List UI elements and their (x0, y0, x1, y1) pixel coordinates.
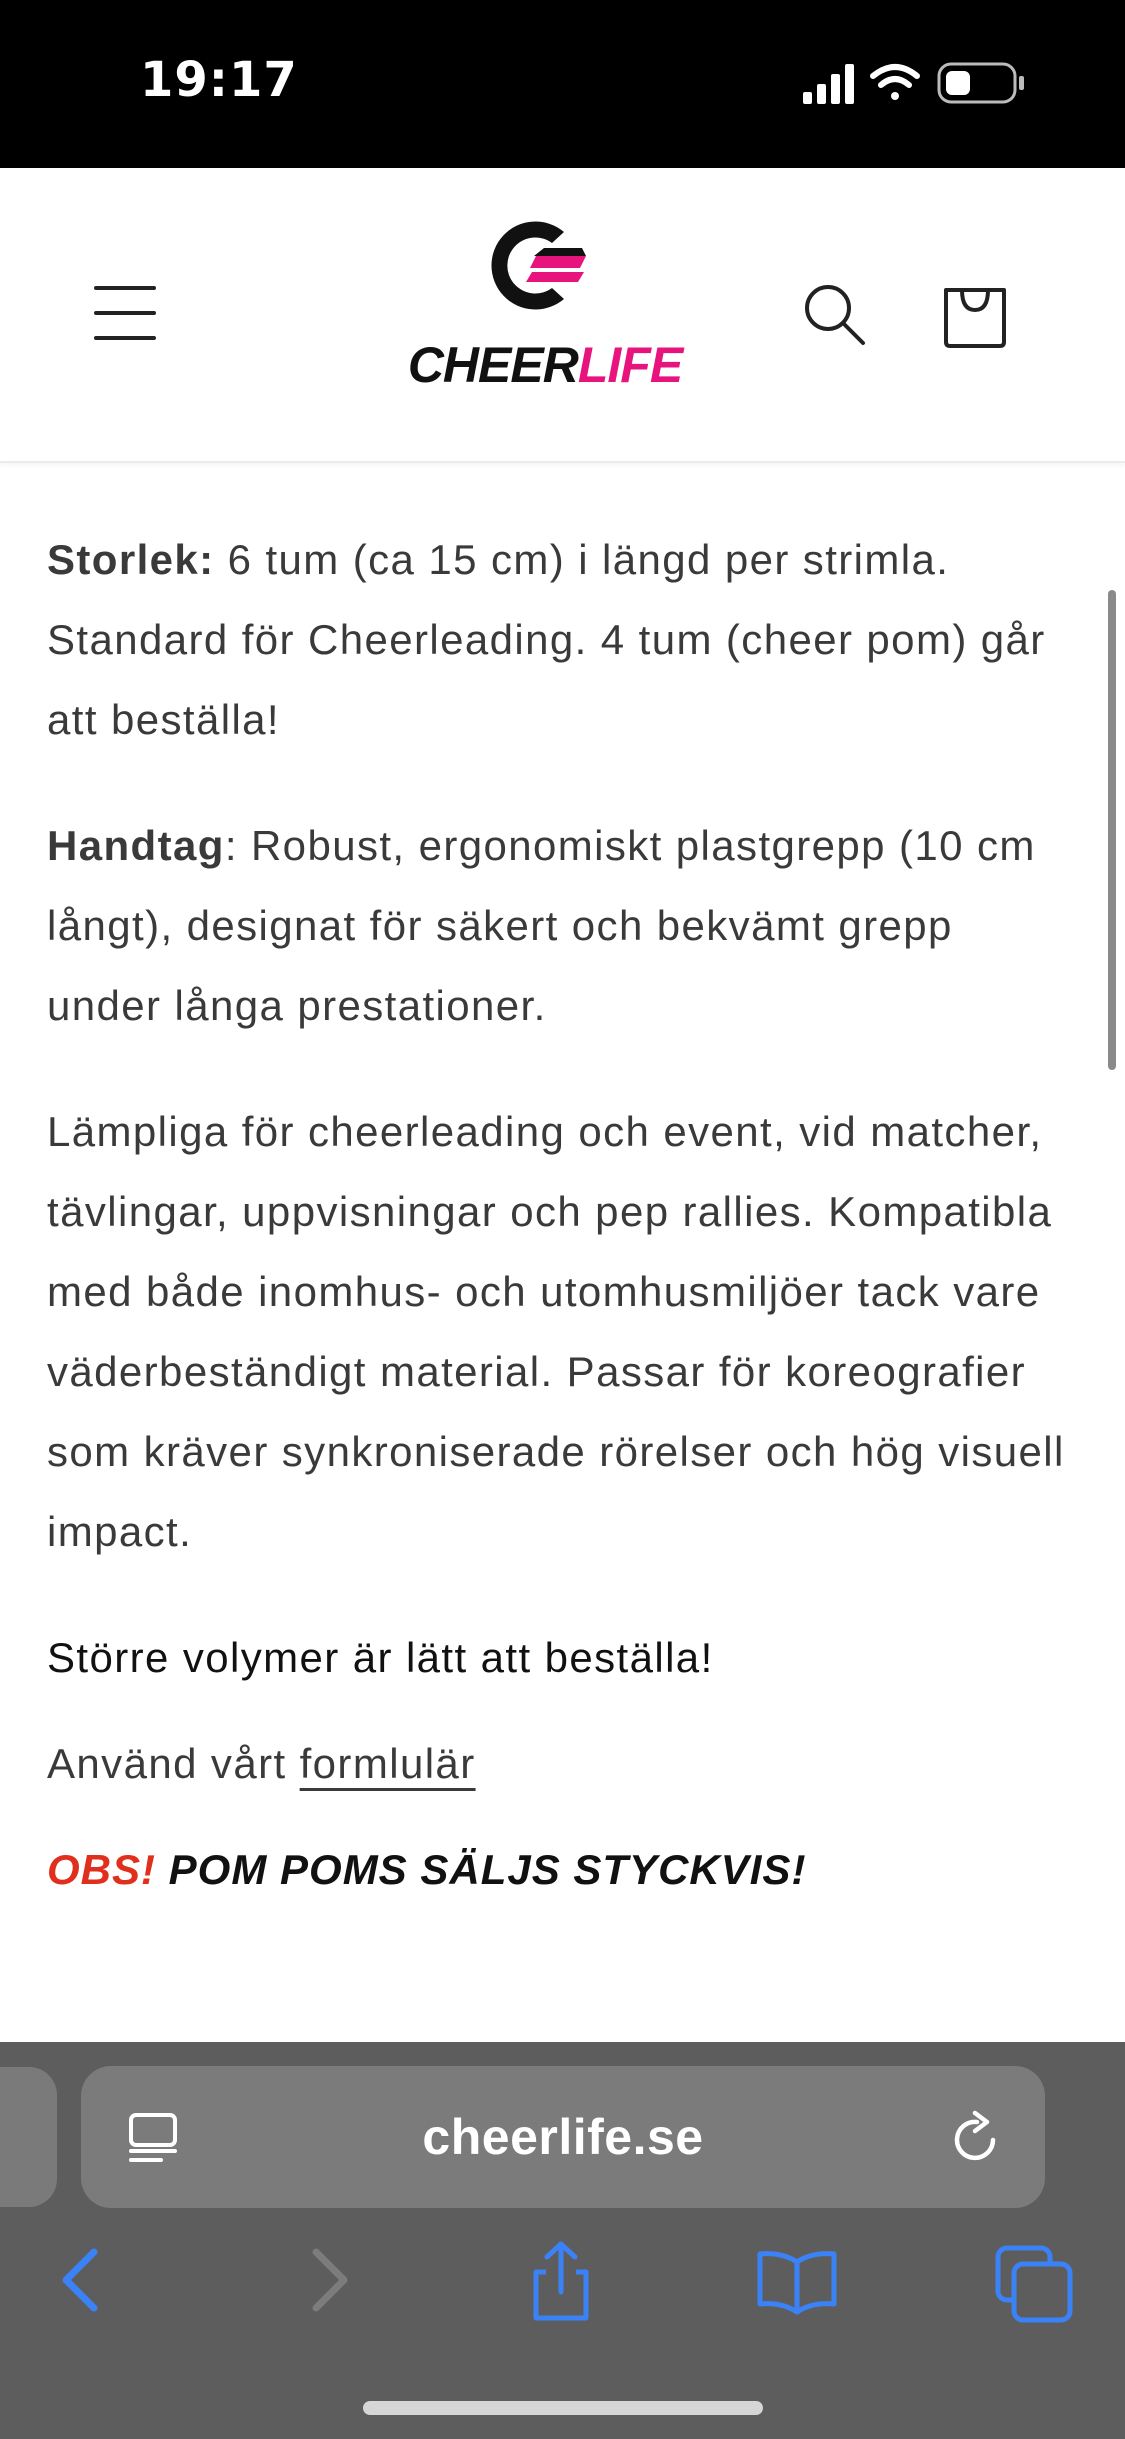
product-description (47, 520, 1077, 1956)
menu-button[interactable] (90, 278, 160, 348)
tabs-button[interactable] (990, 2238, 1080, 2328)
forward-button[interactable] (282, 2238, 372, 2328)
notice-text: POM POMS SÄLJS STYCKVIS! (156, 1846, 807, 1893)
status-icons (803, 58, 1033, 108)
bookmarks-icon (752, 2238, 842, 2328)
form-paragraph (47, 1724, 1077, 1804)
search-icon (800, 280, 870, 350)
share-button[interactable] (516, 2238, 606, 2328)
handle-label: Handtag (47, 822, 225, 869)
obs-label: OBS! (47, 1846, 156, 1893)
cart-button[interactable] (940, 274, 1010, 350)
address-bar[interactable] (81, 2066, 1045, 2208)
logo-mark-icon (490, 218, 590, 313)
hamburger-menu-icon (90, 278, 160, 348)
status-time: 19:17 (140, 52, 298, 108)
handle-paragraph (47, 806, 1077, 1046)
logo-text (390, 336, 700, 394)
reload-icon[interactable] (947, 2110, 1003, 2166)
cellular-signal-icon (803, 64, 854, 104)
scrollbar-thumb[interactable] (1108, 590, 1116, 1070)
logo-text-main: CHEER (407, 337, 578, 393)
home-indicator[interactable] (363, 2401, 763, 2415)
forward-chevron-icon (282, 2238, 372, 2328)
site-header (0, 168, 1125, 463)
shopping-bag-icon (940, 274, 1010, 350)
form-prefix: Använd vårt (47, 1740, 300, 1787)
url-text[interactable]: cheerlife.se (422, 2109, 704, 2165)
back-chevron-icon (38, 2238, 128, 2328)
browser-nav-row (0, 2238, 1125, 2338)
size-paragraph (47, 520, 1077, 760)
back-button[interactable] (38, 2238, 128, 2328)
bulk-order-paragraph: Större volymer är lätt att beställa! (47, 1634, 714, 1681)
site-logo[interactable] (390, 218, 700, 418)
form-link[interactable]: formlulär (299, 1740, 476, 1787)
size-label: Storlek: (47, 536, 215, 583)
status-bar (0, 0, 1125, 168)
size-text: 6 tum (ca 15 cm) i längd per strimla. Standard för Cheerleading. 4 tum (cheer pom) går att beställa! (47, 536, 1046, 743)
bookmarks-button[interactable] (752, 2238, 842, 2328)
search-button[interactable] (800, 280, 870, 350)
share-icon (516, 2238, 606, 2328)
usage-paragraph: Lämpliga för cheerleading och event, vid matcher, tävlingar, uppvisningar och pep rallies. Kompatibla med både inomhus- och utomhusmiljöer tack vare väderbeständigt material. Passar för koreografier som kräver synkroniserade rörelser och hög visuell impact. (47, 1108, 1065, 1555)
notice-paragraph (47, 1830, 1077, 1910)
browser-toolbar (0, 2042, 1125, 2439)
logo-text-accent: LIFE (577, 337, 683, 393)
tabs-icon (990, 2238, 1080, 2328)
wifi-icon (873, 67, 917, 100)
battery-icon (939, 64, 1024, 102)
handle-text: : Robust, ergonomiskt plastgrepp (10 cm långt), designat för säkert och bekvämt grepp under långa prestationer. (47, 822, 1036, 1029)
previous-tab-peek[interactable] (0, 2067, 57, 2207)
